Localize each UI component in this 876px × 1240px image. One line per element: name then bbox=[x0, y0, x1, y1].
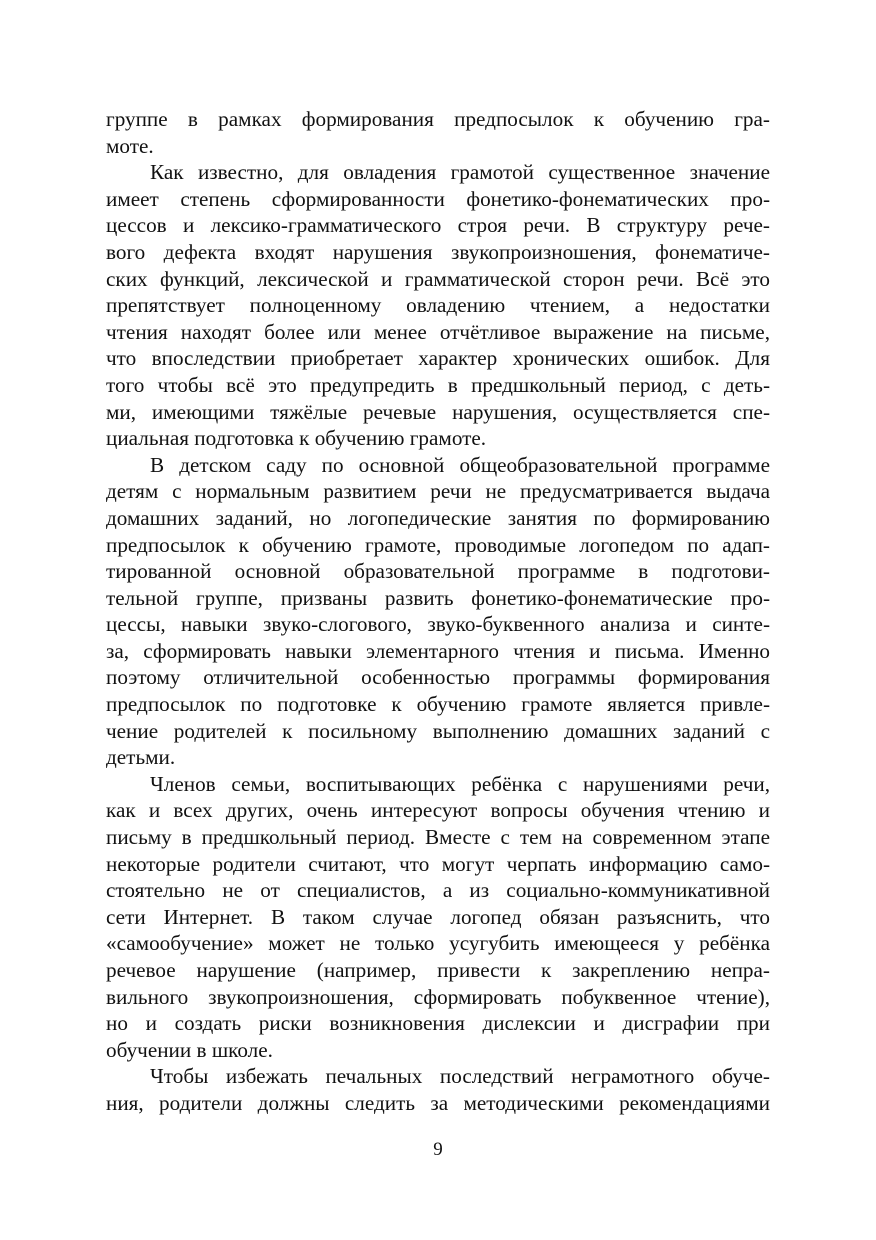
page-body-text bbox=[106, 106, 770, 1117]
text-line: ми, имеющими тяжёлые речевые нарушения, осуществляется спе- bbox=[106, 399, 770, 424]
text-line: поэтому отличительной особенностью программы формирования bbox=[106, 665, 770, 690]
text-line: группе в рамках формирования предпосылок к обучению гра- bbox=[106, 107, 770, 131]
text-line: того чтобы всё это предупредить в предшкольный период, с деть- bbox=[106, 372, 770, 397]
text-line: тельной группе, призваны развить фонетико-фонематические про- bbox=[106, 585, 770, 610]
text-line: письму в предшкольный период. Вместе с тем на современном этапе bbox=[106, 825, 770, 850]
text-line: циальная подготовка к обучению грамоте. bbox=[106, 426, 487, 451]
text-line: речевое нарушение (например, привести к закреплению непра- bbox=[106, 958, 770, 982]
text-line: домашних заданий, но логопедические занятия по формированию bbox=[106, 505, 770, 530]
text-line: цессов и лексико-грамматического строя речи. В структуру рече- bbox=[106, 213, 770, 238]
text-line: стоятельно не от специалистов, а из социально-коммуникативной bbox=[106, 878, 770, 903]
text-line: препятствует полноценному овладению чтением, а недостатки bbox=[106, 293, 770, 318]
text-line: обучении в школе. bbox=[106, 1037, 273, 1062]
text-line: но и создать риски возникновения дислексии и дисграфии при bbox=[106, 1011, 770, 1036]
paragraph bbox=[106, 1063, 770, 1116]
text-line: Членов семьи, воспитывающих ребёнка с нарушениями речи, bbox=[150, 771, 770, 796]
text-line: В детском саду по основной общеобразовательной программе bbox=[150, 452, 770, 477]
text-line: Чтобы избежать печальных последствий неграмотного обуче- bbox=[150, 1064, 770, 1089]
paragraph bbox=[106, 106, 770, 159]
text-line: предпосылок по подготовке к обучению грамоте является привле- bbox=[106, 692, 770, 717]
text-line: что впоследствии приобретает характер хронических ошибок. Для bbox=[106, 346, 770, 371]
text-line: вого дефекта входят нарушения звукопроизношения, фонематиче- bbox=[106, 239, 770, 264]
text-line: некоторые родители считают, что могут черпать информацию само- bbox=[106, 851, 770, 876]
text-line: имеет степень сформированности фонетико-фонематических про- bbox=[106, 186, 770, 211]
text-line: ских функций, лексической и грамматической сторон речи. Всё это bbox=[106, 266, 770, 291]
text-line: моте. bbox=[106, 133, 154, 158]
text-line: чтения находят более или менее отчётливое выражение на письме, bbox=[106, 319, 770, 344]
text-line: ния, родители должны следить за методическими рекомендациями bbox=[106, 1090, 770, 1115]
text-line: предпосылок к обучению грамоте, проводимые логопедом по адап- bbox=[106, 532, 770, 557]
text-line: за, сформировать навыки элементарного чтения и письма. Именно bbox=[106, 638, 770, 663]
text-line: вильного звукопроизношения, сформировать побуквенное чтение), bbox=[106, 984, 770, 1009]
text-line: детьми. bbox=[106, 745, 176, 770]
text-line: «самообучение» может не только усугубить имеющееся у ребёнка bbox=[106, 931, 770, 956]
text-line: чение родителей к посильному выполнению домашних заданий с bbox=[106, 718, 770, 743]
paragraph bbox=[106, 452, 770, 771]
text-line: тированной основной образовательной программе в подготови- bbox=[106, 559, 770, 584]
text-line: Как известно, для овладения грамотой существенное значение bbox=[150, 160, 770, 185]
page-number: 9 bbox=[433, 1139, 443, 1160]
paragraph bbox=[106, 159, 770, 452]
text-line: цессы, навыки звуко-слогового, звуко-буквенного анализа и синте- bbox=[106, 612, 770, 637]
text-line: сети Интернет. В таком случае логопед обязан разъяснить, что bbox=[106, 904, 770, 929]
text-line: детям с нормальным развитием речи не предусматривается выдача bbox=[106, 479, 770, 504]
text-line: как и всех других, очень интересуют вопросы обучения чтению и bbox=[106, 798, 770, 823]
paragraph bbox=[106, 771, 770, 1064]
